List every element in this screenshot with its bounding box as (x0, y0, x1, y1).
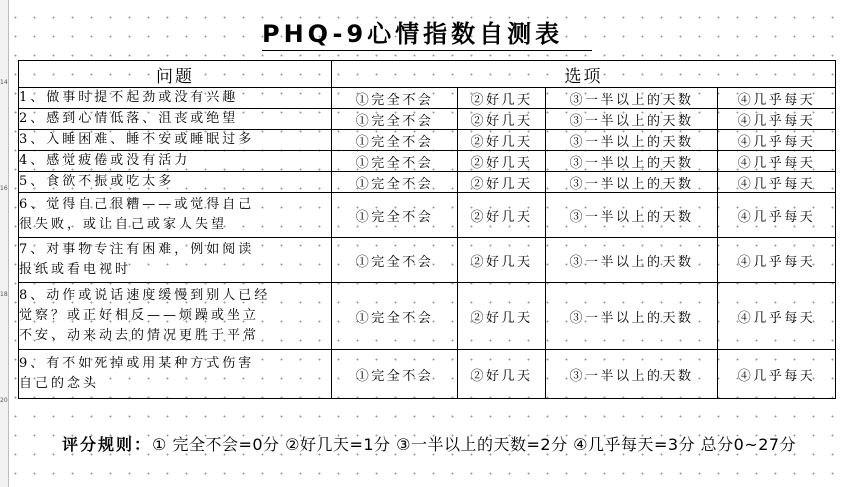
question-cell (19, 130, 332, 151)
question-cell (19, 283, 332, 350)
question-line: 9、有不如死掉或用某种方式伤害 (19, 356, 255, 371)
option-cell: ③一半以上的天数 (546, 350, 718, 399)
option-cell: ①完全不会 (332, 283, 458, 350)
question-cell (19, 238, 332, 283)
question-rows (19, 88, 836, 399)
option-cell: ②好几天 (458, 130, 546, 151)
question-line: 1、做事时提不起劲或没有兴趣 (19, 90, 239, 105)
table-row (19, 109, 836, 130)
option-cell: ②好几天 (458, 238, 546, 283)
option-cell: ①完全不会 (332, 151, 458, 172)
option-cell: ①完全不会 (332, 172, 458, 193)
question-line: 很失败，或让自己或家人失望 (19, 217, 228, 232)
question-line: 8、动作或说话速度缓慢到别人已经 (19, 288, 271, 303)
ruler-mark: 16 (0, 185, 8, 192)
question-cell (19, 350, 332, 399)
option-cell: ②好几天 (458, 193, 546, 238)
scoring-rules (14, 432, 842, 458)
option-cell: ④几乎每天 (718, 88, 836, 109)
question-line: 6、觉得自己很糟——或觉得自己 (19, 197, 255, 212)
option-cell: ②好几天 (458, 151, 546, 172)
table-row (19, 238, 836, 283)
option-cell: ①完全不会 (332, 109, 458, 130)
scoring-label: 评分规则： (62, 435, 153, 454)
question-cell (19, 172, 332, 193)
option-cell: ②好几天 (458, 109, 546, 130)
table-row (19, 88, 836, 109)
option-cell: ①完全不会 (332, 130, 458, 151)
option-cell: ②好几天 (458, 350, 546, 399)
option-cell: ②好几天 (458, 283, 546, 350)
option-cell: ③一半以上的天数 (546, 88, 718, 109)
ruler-mark: 18 (0, 291, 8, 298)
option-cell: ①完全不会 (332, 88, 458, 109)
question-line: 7、对事物专注有困难，例如阅读 (19, 242, 255, 257)
option-cell: ③一半以上的天数 (546, 130, 718, 151)
page-title: PHQ-9心情指数自测表 (262, 14, 592, 51)
header-question: 问题 (19, 61, 332, 88)
option-cell: ③一半以上的天数 (546, 238, 718, 283)
table-row (19, 130, 836, 151)
option-cell: ③一半以上的天数 (546, 151, 718, 172)
scoring-text: ① 完全不会=0分 ②好几天=1分 ③一半以上的天数=2分 ④几乎每天=3分 总分0~27分 (152, 435, 797, 454)
option-cell: ④几乎每天 (718, 172, 836, 193)
option-cell: ③一半以上的天数 (546, 109, 718, 130)
question-line: 5、食欲不振或吃太多 (19, 174, 175, 189)
phq9-table (18, 60, 836, 399)
option-cell: ①完全不会 (332, 350, 458, 399)
table-row (19, 172, 836, 193)
table-row (19, 350, 836, 399)
question-line: 报纸或看电视时 (19, 262, 132, 277)
option-cell: ④几乎每天 (718, 130, 836, 151)
header-options: 选项 (332, 61, 836, 88)
question-cell (19, 88, 332, 109)
option-cell: ②好几天 (458, 172, 546, 193)
ruler-mark: 20 (0, 397, 8, 404)
question-cell (19, 109, 332, 130)
question-line: 不安、动来动去的情况更胜于平常 (19, 328, 260, 343)
question-cell (19, 151, 332, 172)
question-cell (19, 193, 332, 238)
table-row (19, 151, 836, 172)
question-line: 2、感到心情低落、沮丧或绝望 (19, 111, 239, 126)
option-cell: ③一半以上的天数 (546, 193, 718, 238)
option-cell: ①完全不会 (332, 193, 458, 238)
question-line: 自己的念头 (19, 376, 100, 391)
question-line: 觉察？或正好相反——烦躁或坐立 (19, 308, 260, 323)
vertical-ruler (0, 0, 9, 487)
question-line: 4、感觉疲倦或没有活力 (19, 153, 191, 168)
option-cell: ④几乎每天 (718, 238, 836, 283)
option-cell: ②好几天 (458, 88, 546, 109)
table-row (19, 283, 836, 350)
question-line: 3、入睡困难、睡不安或睡眠过多 (19, 132, 255, 147)
ruler-mark: 14 (0, 79, 8, 86)
option-cell: ④几乎每天 (718, 193, 836, 238)
option-cell: ③一半以上的天数 (546, 283, 718, 350)
option-cell: ①完全不会 (332, 238, 458, 283)
option-cell: ④几乎每天 (718, 109, 836, 130)
table-row (19, 193, 836, 238)
option-cell: ④几乎每天 (718, 151, 836, 172)
option-cell: ③一半以上的天数 (546, 172, 718, 193)
option-cell: ④几乎每天 (718, 350, 836, 399)
option-cell: ④几乎每天 (718, 283, 836, 350)
